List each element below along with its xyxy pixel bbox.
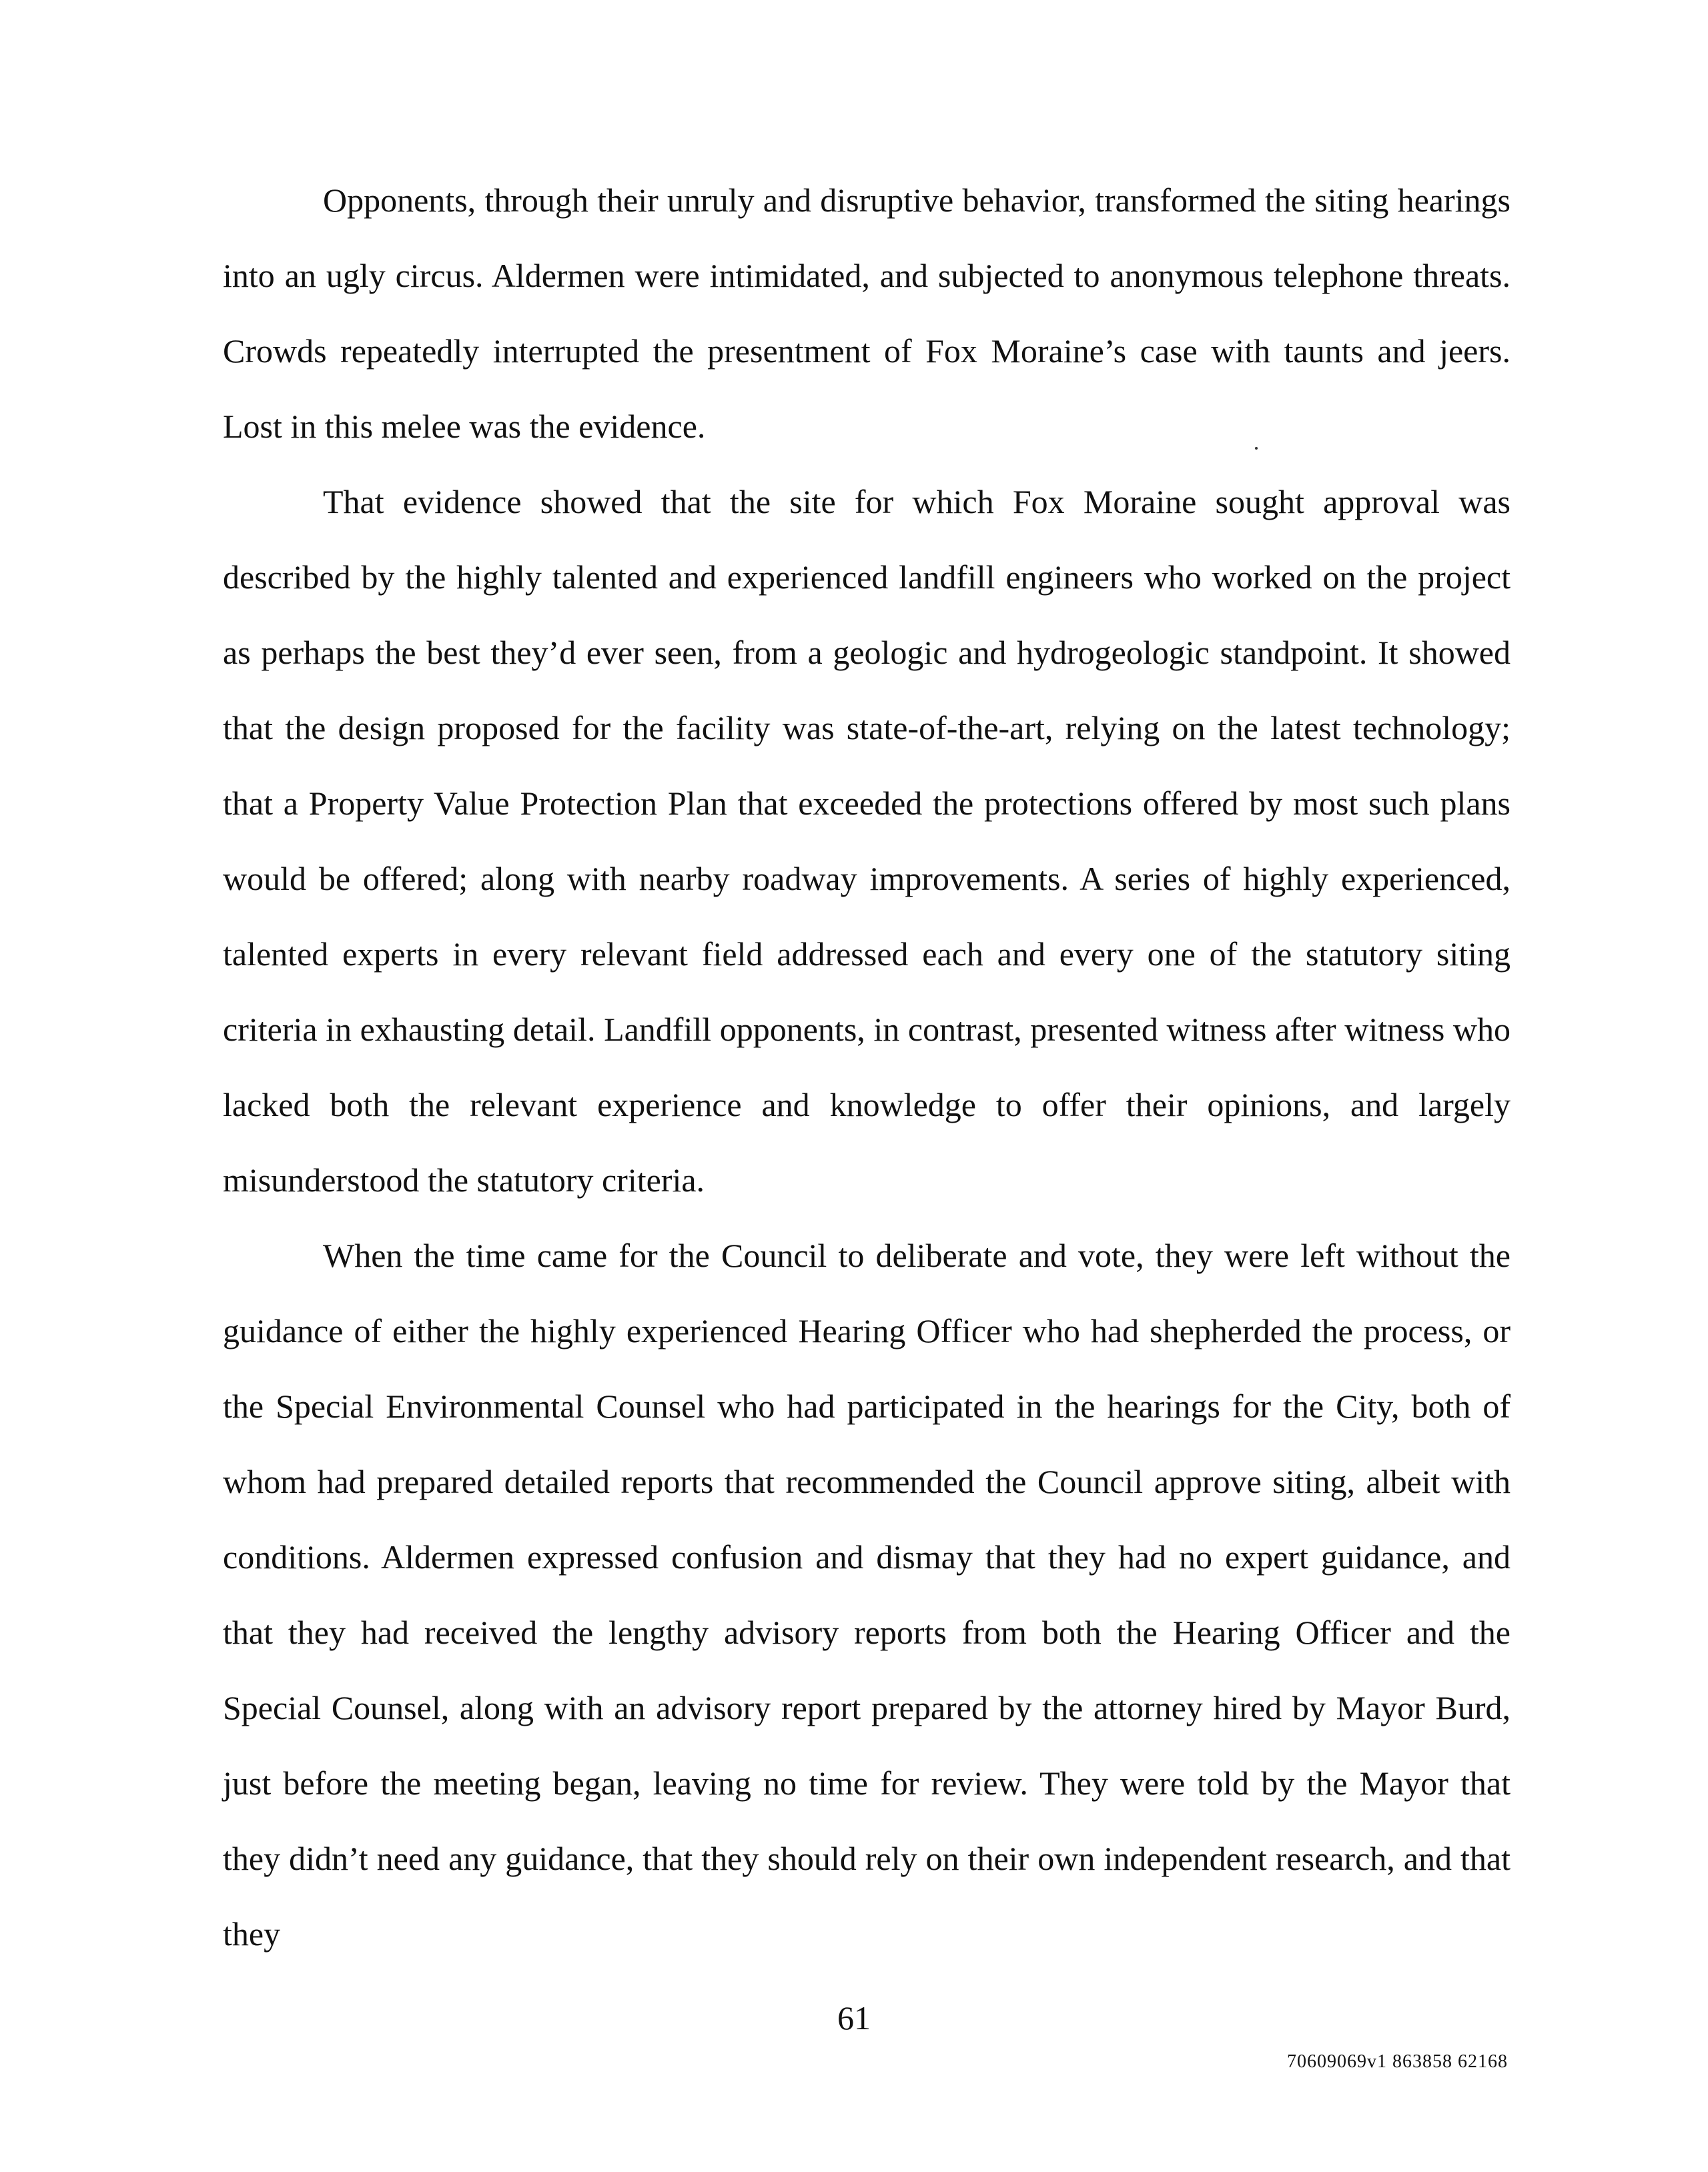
stray-mark [1255, 447, 1258, 450]
page-number: 61 [837, 1999, 871, 2037]
document-id: 70609069v1 863858 62168 [1287, 2051, 1508, 2072]
body-text [223, 163, 1511, 1972]
paragraph-3: When the time came for the Council to deliberate and vote, they were left without the guidance of either the highly experienced Hearing Officer who had shepherded the process, or the Special Environmental Counsel who had participated in the hearings for the City, both of whom had prepared detailed reports that recommended the Council approve siting, albeit with conditions. Aldermen expressed confusion and dismay that they had no expert guidance, and that they had received the lengthy advisory reports from both the Hearing Officer and the Special Counsel, along with an advisory report prepared by the attorney hired by Mayor Burd, just before the meeting began, leaving no time for review. They were told by the Mayor that they didn’t need any guidance, that they should rely on their own independent research, and that they [223, 1237, 1511, 1953]
paragraph-2: That evidence showed that the site for which Fox Moraine sought approval was described by the highly talented and experienced landfill engineers who worked on the project as perhaps the best they’d ever seen, from a geologic and hydrogeologic standpoint. It showed that the design proposed for the facility was state-of-the-art, relying on the latest technology; that a Property Value Protection Plan that exceeded the protections offered by most such plans would be offered; along with nearby roadway improvements. A series of highly experienced, talented experts in every relevant field addressed each and every one of the statutory siting criteria in exhausting detail. Landfill opponents, in contrast, presented witness after witness who lacked both the relevant experience and knowledge to offer their opinions, and largely misunderstood the statutory criteria. [223, 483, 1511, 1199]
paragraph-1: Opponents, through their unruly and disruptive behavior, transformed the siting hearings into an ugly circus. Aldermen were intimidated, and subjected to anonymous telephone threats. Crowds repeatedly interrupted the presentment of Fox Moraine’s case with taunts and jeers. Lost in this melee was the evidence. [223, 181, 1511, 445]
